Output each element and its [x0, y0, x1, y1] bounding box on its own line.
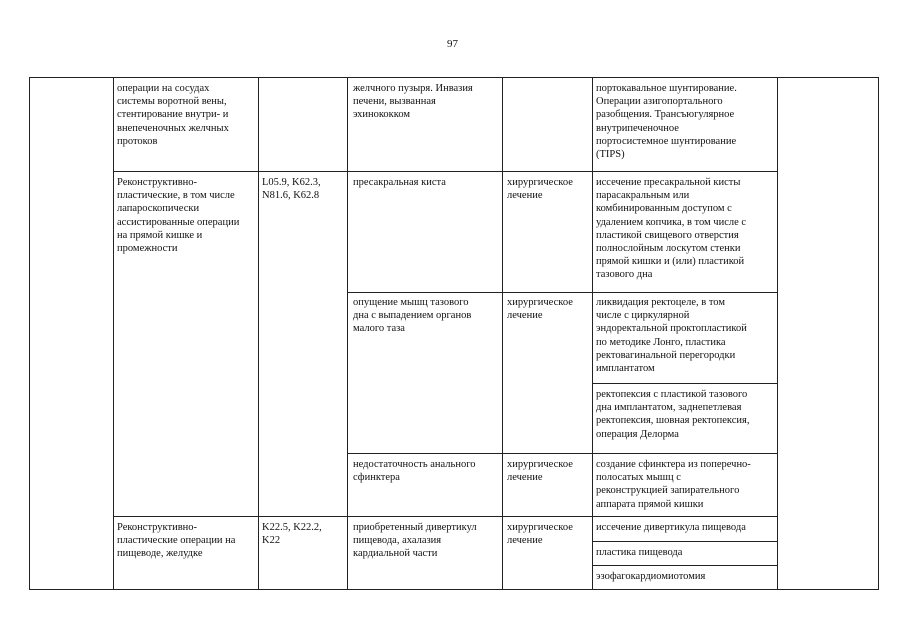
column-divider	[777, 78, 778, 589]
row-divider	[347, 453, 778, 454]
cell-disease: опущение мышц тазового дна с выпадением органов малого таза	[353, 297, 472, 335]
column-divider	[502, 78, 503, 589]
cell-group-name: операции на сосудах системы воротной вены, стентирование внутри- и внепеченочных желчных протоков	[117, 83, 229, 147]
cell-method: ликвидация ректоцеле, в том числе с циркулярной эндоректальной проктопластикой по методике Лонго, пластика ректовагинальной перегородки имплантатом	[596, 297, 747, 375]
row-divider	[592, 541, 778, 542]
cell-method: иссечение дивертикула пищевода	[596, 522, 746, 533]
cell-group-name: Реконструктивно- пластические, в том числе лапароскопически ассистированные операции на прямой кишке и промежности	[117, 177, 240, 255]
row-divider	[113, 516, 778, 517]
row-divider	[347, 292, 778, 293]
column-divider	[592, 78, 593, 589]
cell-treatment: хирургическое лечение	[507, 522, 573, 547]
cell-method: эзофагокардиомиотомия	[596, 571, 706, 582]
row-divider	[592, 383, 778, 384]
cell-disease: желчного пузыря. Инвазия печени, вызванная эхинококком	[353, 83, 473, 121]
cell-disease: недостаточность анального сфинктера	[353, 459, 476, 484]
cell-icd-codes: K22.5, K22.2, K22	[262, 522, 322, 547]
cell-treatment: хирургическое лечение	[507, 177, 573, 202]
cell-method: создание сфинктера из поперечно- полосатых мышц с реконструкцией запирательного аппарата прямой кишки	[596, 459, 751, 510]
page-number: 97	[447, 38, 458, 50]
cell-icd-codes: L05.9, K62.3, N81.6, K62.8	[262, 177, 321, 202]
column-divider	[258, 78, 259, 589]
cell-method: ректопексия с пластикой тазового дна имплантатом, заднепетлевая ректопексия, шовная ректопексия, операция Делорма	[596, 389, 750, 440]
cell-treatment: хирургическое лечение	[507, 297, 573, 322]
cell-method: портокавальное шунтирование. Операции азигопортального разобщения. Трансъюгулярное внутрипеченочное портосистемное шунтирование (TIPS)	[596, 83, 737, 161]
cell-disease: приобретенный дивертикул пищевода, ахалазия кардиальной части	[353, 522, 477, 560]
cell-method: иссечение пресакральной кисты парасакральным или комбинированным доступом с удалением копчика, в том числе с пластикой свищевого отверстия полнослойным лоскутом стенки прямой кишки и (или) пластикой тазового дна	[596, 177, 747, 281]
column-divider	[347, 78, 348, 589]
row-divider	[113, 171, 778, 172]
column-divider	[113, 78, 114, 589]
cell-treatment: хирургическое лечение	[507, 459, 573, 484]
row-divider	[592, 565, 778, 566]
cell-disease: пресакральная киста	[353, 177, 446, 188]
cell-method: пластика пищевода	[596, 547, 683, 558]
procedures-table	[29, 77, 879, 590]
cell-group-name: Реконструктивно- пластические операции на пищеводе, желудке	[117, 522, 236, 560]
